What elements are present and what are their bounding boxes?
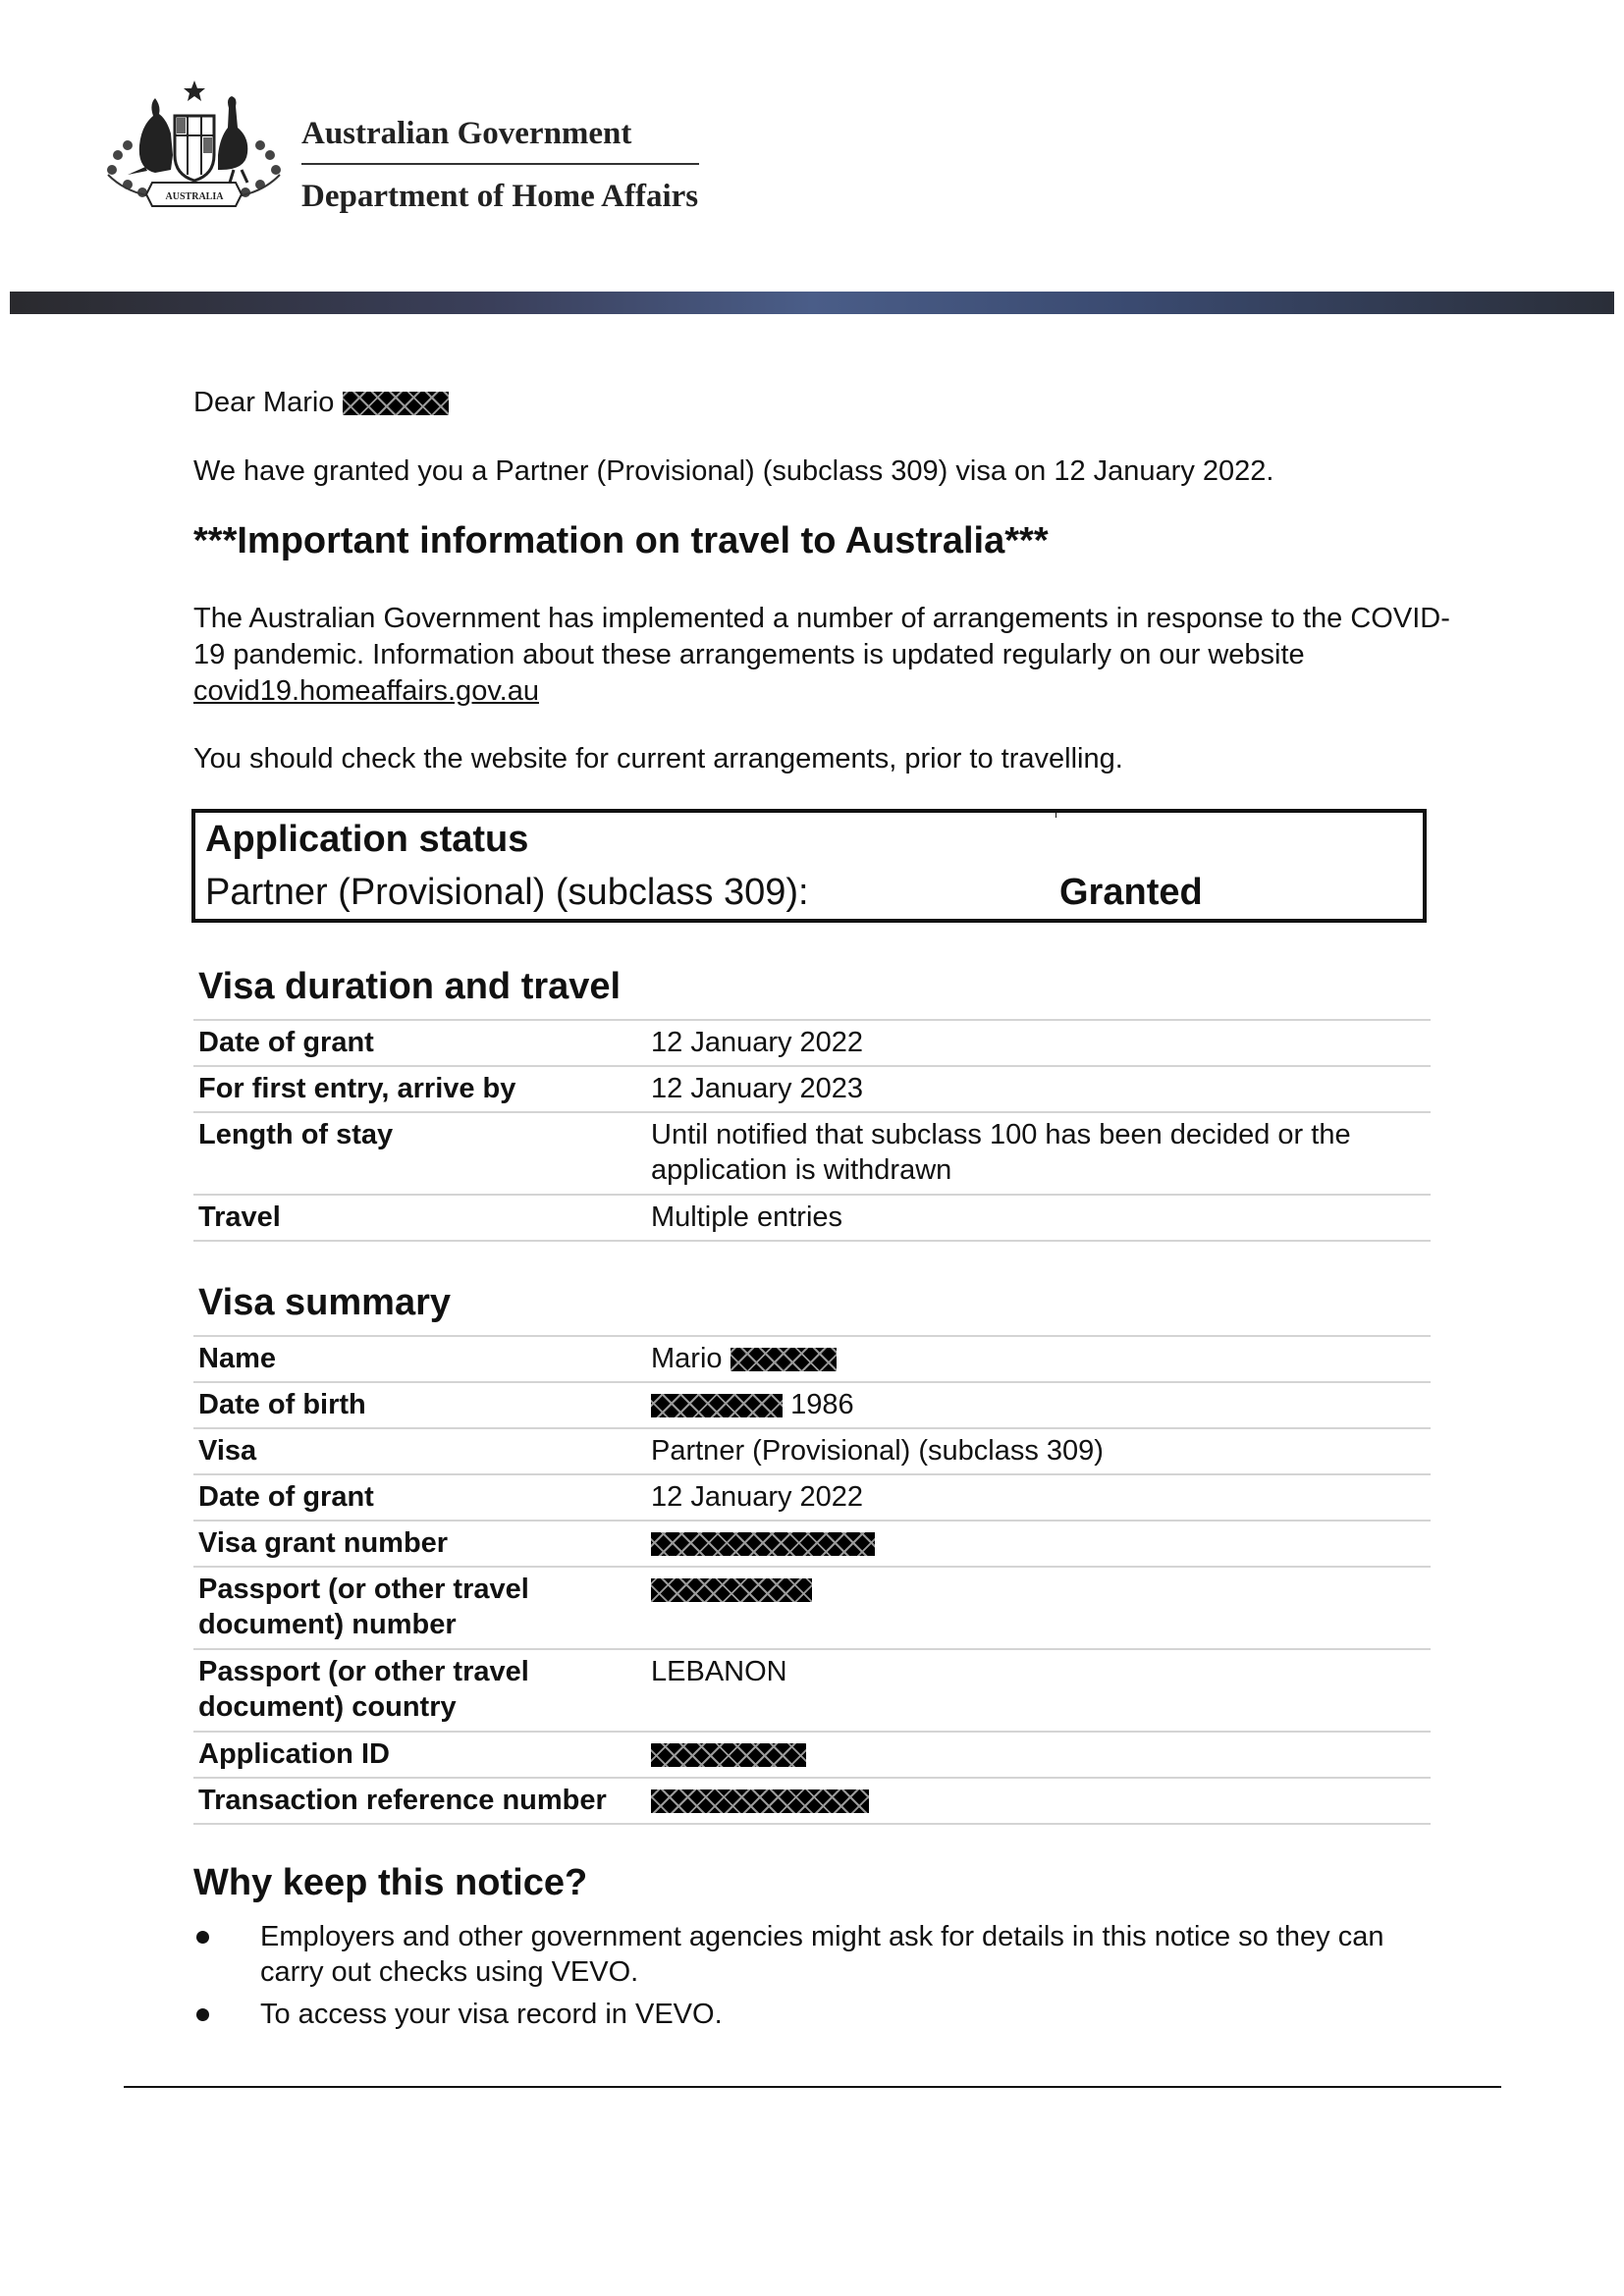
table-row: [193, 1337, 1431, 1383]
row-value: [651, 1525, 1431, 1566]
row-label: Name: [198, 1343, 276, 1374]
table-row: [193, 1779, 1431, 1825]
table-row: [193, 1429, 1431, 1475]
duration-table: [193, 1019, 1431, 1242]
row-label: For first entry, arrive by: [198, 1073, 516, 1104]
row-label: Visa grant number: [198, 1527, 449, 1559]
row-value: Multiple entries: [651, 1201, 843, 1233]
list-item: Employers and other government agencies might ask for details in this notice so they can carry out checks using VEVO.: [193, 1919, 1431, 1990]
row-value: LEBANON: [651, 1656, 787, 1687]
row-label: Transaction reference number: [198, 1785, 607, 1816]
department-name: Department of Home Affairs: [301, 179, 699, 214]
status-label: Partner (Provisional) (subclass 309):: [205, 872, 809, 913]
why-keep-list: [193, 1919, 1431, 2039]
row-value: [651, 1341, 1431, 1381]
redacted-surname: [731, 1348, 837, 1371]
redacted-passport-number: [651, 1578, 812, 1602]
redacted-transaction-reference: [651, 1789, 869, 1813]
row-value: [651, 1783, 1431, 1823]
row-label: Length of stay: [198, 1119, 394, 1150]
covid-website-link[interactable]: covid19.homeaffairs.gov.au: [193, 675, 539, 707]
row-value: 12 January 2022: [651, 1027, 864, 1058]
redacted-application-id: [651, 1743, 806, 1767]
row-value: Until notified that subclass 100 has been decided or the application is withdrawn: [651, 1119, 1351, 1186]
redacted-birth-date: [651, 1394, 783, 1417]
row-label: Date of grant: [198, 1481, 374, 1513]
grant-sentence: We have granted you a Partner (Provisional) (subclass 309) visa on 12 January 2022.: [193, 455, 1274, 487]
table-row: [193, 1733, 1431, 1779]
table-row: [193, 1475, 1431, 1522]
row-label: Application ID: [198, 1738, 390, 1770]
coat-of-arms-icon: [98, 77, 290, 219]
redacted-surname: [343, 392, 449, 415]
row-value: [651, 1572, 1431, 1648]
important-heading: ***Important information on travel to Australia***: [193, 520, 1049, 561]
table-row: [193, 1196, 1431, 1242]
row-label: Passport (or other travel document) number: [198, 1574, 529, 1640]
birth-year: 1986: [790, 1389, 854, 1420]
header-divider: [301, 163, 699, 165]
redacted-grant-number: [651, 1532, 875, 1556]
table-row: [193, 1650, 1431, 1733]
government-name: Australian Government: [301, 116, 632, 151]
table-row: [193, 1067, 1431, 1113]
header-banner: [10, 292, 1614, 314]
footer-divider: [124, 2086, 1501, 2088]
row-label: Passport (or other travel document) country: [198, 1656, 529, 1723]
table-row: [193, 1568, 1431, 1650]
status-value: Granted: [1059, 872, 1203, 913]
check-sentence: You should check the website for current arrangements, prior to travelling.: [193, 743, 1123, 774]
greeting-text: Dear Mario: [193, 387, 335, 418]
covid-paragraph: [193, 601, 1470, 710]
status-title: Application status: [205, 819, 529, 860]
greeting: [193, 385, 449, 421]
row-label: Visa: [198, 1435, 257, 1467]
list-item: To access your visa record in VEVO.: [193, 1997, 1431, 2032]
duration-title: Visa duration and travel: [198, 966, 622, 1007]
crest-ribbon-text: AUSTRALIA: [165, 191, 224, 202]
row-value: [651, 1736, 1431, 1777]
why-keep-heading: Why keep this notice?: [193, 1862, 588, 1903]
row-label: Date of birth: [198, 1389, 366, 1420]
row-value: [651, 1387, 1431, 1427]
table-row: [193, 1522, 1431, 1568]
row-label: Travel: [198, 1201, 281, 1233]
row-value: Partner (Provisional) (subclass 309): [651, 1435, 1104, 1467]
table-row: [193, 1113, 1431, 1196]
summary-table: [193, 1335, 1431, 1825]
covid-text: The Australian Government has implemented a number of arrangements in response to the COVID-19 pandemic. Information about these arrangements is updated regularly on our website: [193, 603, 1450, 670]
table-row: [193, 1383, 1431, 1429]
row-value: 12 January 2022: [651, 1481, 864, 1513]
name-value: Mario: [651, 1343, 723, 1374]
summary-title: Visa summary: [198, 1282, 452, 1323]
row-label: Date of grant: [198, 1027, 374, 1058]
table-row: [193, 1021, 1431, 1067]
row-value: 12 January 2023: [651, 1073, 864, 1104]
application-status-box: [191, 809, 1427, 923]
